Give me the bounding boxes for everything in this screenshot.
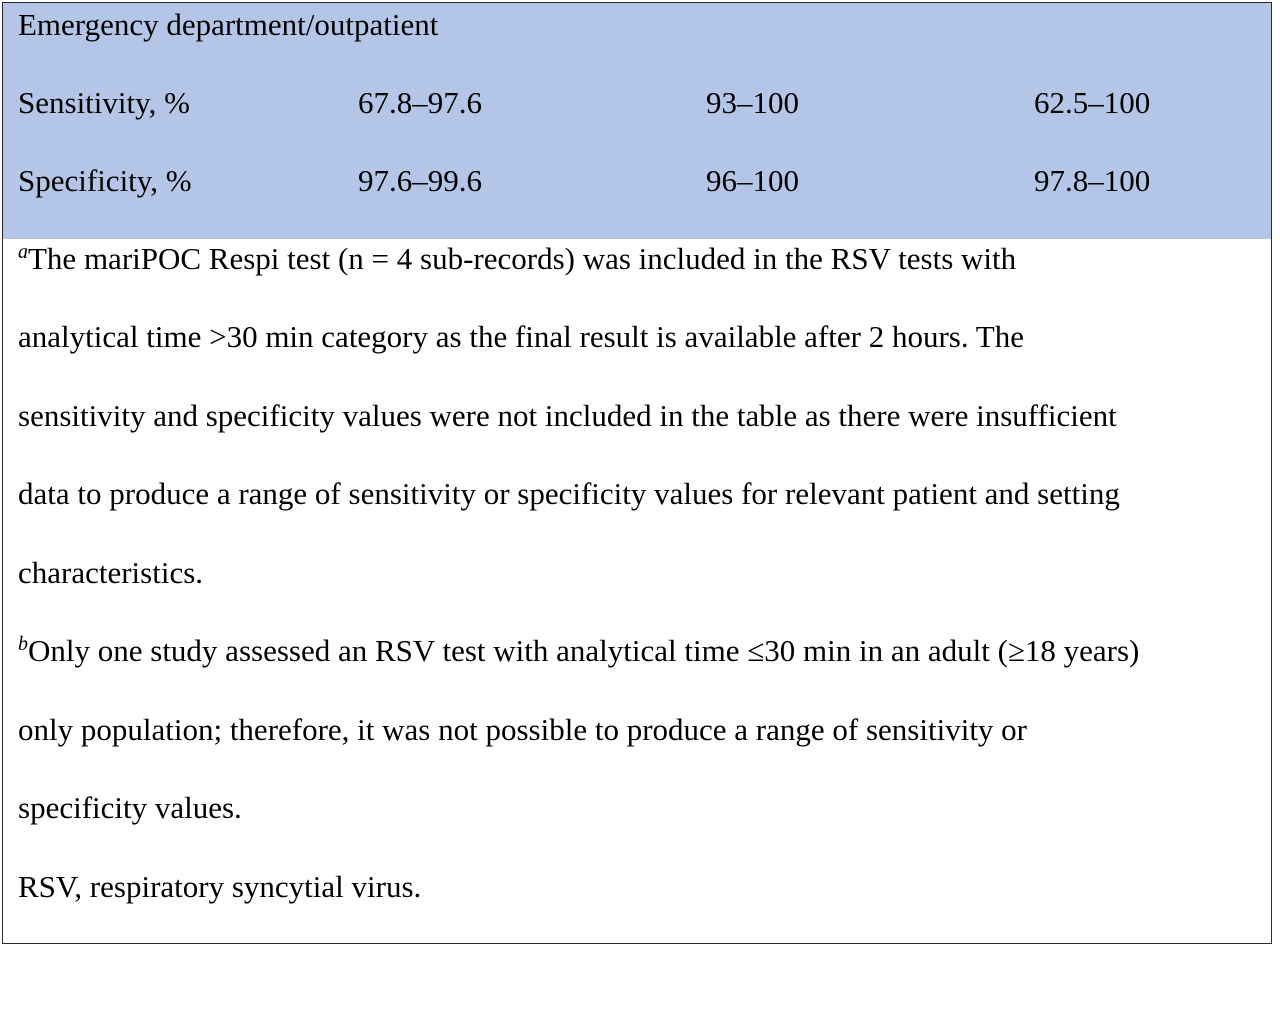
footnote-b-line-1: [18, 631, 1268, 671]
footnote-a-line-2: analytical time >30 min category as the final result is available after 2 hours. The: [18, 319, 1024, 354]
section-header-row: [3, 5, 1271, 45]
table-cell: 67.8–97.6: [358, 85, 482, 120]
section-header: Emergency department/outpatient: [18, 7, 439, 42]
footnote-a-line-1: [18, 239, 1268, 279]
footnote-text: The mariPOC Respi test (n = 4 sub-records) was included in the RSV tests with: [28, 241, 1017, 276]
footnote-b-line-2: only population; therefore, it was not possible to produce a range of sensitivity or: [18, 712, 1027, 747]
footnote-a-line-5: characteristics.: [18, 555, 204, 590]
table-cell: 96–100: [706, 163, 799, 198]
footnote-a-line-3: sensitivity and specificity values were not included in the table as there were insufficient: [18, 398, 1117, 433]
abbreviation-note: RSV, respiratory syncytial virus.: [18, 869, 422, 904]
footnote-text: Only one study assessed an RSV test with analytical time ≤30 min in an adult (≥18 years): [28, 633, 1140, 668]
table-row-sensitivity: [3, 83, 1271, 123]
row-label: Specificity, %: [18, 163, 192, 198]
footnote-b-marker: b: [18, 633, 28, 655]
table-cell: 93–100: [706, 85, 799, 120]
footnote-a-line-4: data to produce a range of sensitivity or specificity values for relevant patient and setting: [18, 476, 1120, 511]
footnote-b-line-3: specificity values.: [18, 790, 242, 825]
table-row-specificity: [3, 161, 1271, 201]
table-cell: 62.5–100: [1034, 85, 1151, 120]
footnote-a-marker: a: [18, 241, 28, 263]
shaded-section: [3, 3, 1271, 239]
table-cell: 97.6–99.6: [358, 163, 482, 198]
row-label: Sensitivity, %: [18, 85, 190, 120]
table-frame: [2, 2, 1272, 944]
table-cell: 97.8–100: [1034, 163, 1151, 198]
